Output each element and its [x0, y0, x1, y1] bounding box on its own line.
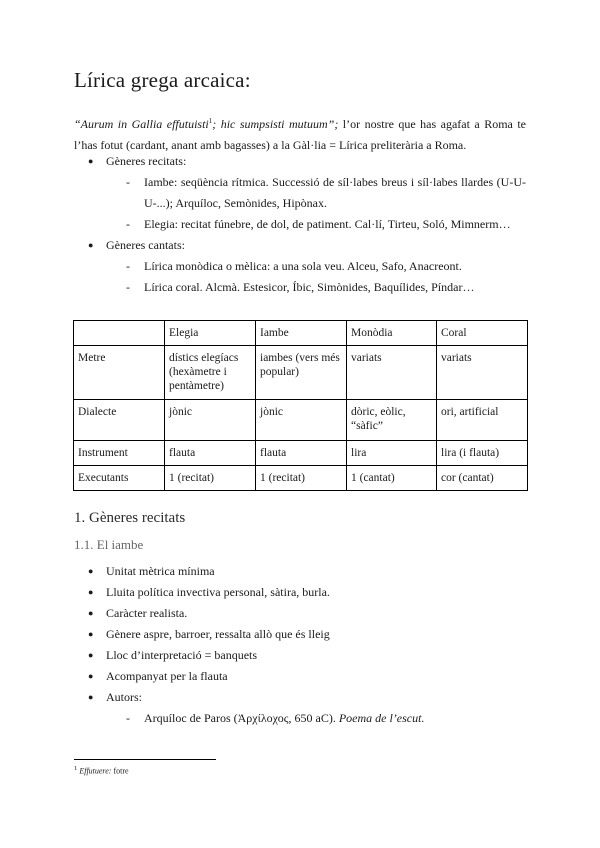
authors-label: Autors:	[106, 690, 142, 704]
section-heading: 1. Gèneres recitats	[74, 510, 186, 526]
table-cell: dístics elegíacs (hexàmetre i pentàmetre)	[165, 346, 256, 400]
author-work: Poema de l’escut.	[338, 711, 425, 725]
table-cell: variats	[437, 346, 528, 400]
table-header-cell: Coral	[437, 321, 528, 346]
sub-list	[74, 172, 526, 235]
table-cell: cor (cantat)	[437, 466, 528, 491]
list-item	[74, 151, 526, 235]
sub-list-item: - Lírica coral. Alcmà. Estesicor, Íbic, Simònides, Baquílides, Píndar…	[74, 277, 526, 298]
sub-list-item: - Elegia: recitat fúnebre, de dol, de patiment. Cal·lí, Tirteu, Soló, Mimnerm…	[74, 214, 526, 235]
table-cell: iambes (vers més popular)	[256, 346, 347, 400]
list-item: ● Acompanyat per la flauta	[74, 666, 526, 687]
sub-list-item	[74, 708, 526, 729]
table-header-cell: Monòdia	[347, 321, 437, 346]
table-cell: jònic	[165, 400, 256, 441]
table-cell: 1 (recitat)	[165, 466, 256, 491]
table-cell: lira (i flauta)	[437, 441, 528, 466]
footnote-term: Effutuere:	[79, 766, 112, 776]
table-cell: lira	[347, 441, 437, 466]
table-row	[74, 400, 528, 441]
footnote-mark: 1	[74, 765, 78, 772]
list-item	[74, 235, 526, 298]
table-header-cell: Iambe	[256, 321, 347, 346]
genre-list	[74, 151, 526, 298]
table-row	[74, 466, 528, 491]
footnote-text: fotre	[111, 766, 129, 776]
table-cell: dòric, eòlic, “sàfic”	[347, 400, 437, 441]
sub-list	[74, 256, 526, 298]
table-cell: jònic	[256, 400, 347, 441]
genre-table	[73, 320, 528, 491]
table-cell: Metre	[74, 346, 165, 400]
table-row	[74, 346, 528, 400]
table-cell: ori, artificial	[437, 400, 528, 441]
list-item	[74, 687, 526, 729]
table-header-cell: Elegia	[165, 321, 256, 346]
table-cell: Dialecte	[74, 400, 165, 441]
table-header-cell	[74, 321, 165, 346]
list-item: ● Lloc d’interpretació = banquets	[74, 645, 526, 666]
footnote	[74, 765, 129, 776]
table-cell: 1 (recitat)	[256, 466, 347, 491]
sub-list	[74, 708, 526, 729]
table-cell: Executants	[74, 466, 165, 491]
iambe-list	[74, 561, 526, 729]
table-cell: flauta	[165, 441, 256, 466]
table-cell: 1 (cantat)	[347, 466, 437, 491]
list-item: ● Gènere aspre, barroer, ressalta allò que és lleig	[74, 624, 526, 645]
footnote-divider	[74, 759, 216, 760]
author-name: Arquíloc de Paros (Ἀρχίλοχος, 650 aC).	[144, 711, 339, 725]
table-cell: flauta	[256, 441, 347, 466]
list-item: ● Caràcter realista.	[74, 603, 526, 624]
table-row	[74, 441, 528, 466]
page-title: Lírica grega arcaica:	[74, 68, 251, 92]
footnote-ref[interactable]: 1	[208, 117, 213, 125]
latin-quote: “Aurum in Gallia effutuisti	[74, 117, 209, 131]
intro-paragraph	[74, 111, 526, 156]
genre-label: Gèneres cantats:	[106, 238, 185, 252]
table-header-row	[74, 321, 528, 346]
table-cell: Instrument	[74, 441, 165, 466]
list-item: ● Unitat mètrica mínima	[74, 561, 526, 582]
latin-quote-end: ; hic sumpsisti mutuum”;	[212, 117, 339, 131]
genre-label: Gèneres recitats:	[106, 154, 187, 168]
intro-translation: l’or nostre que has agafat a Roma te l’has fotut (cardant, anant amb bagasses) a la Gàl·lia = Lírica preliterària a Roma.	[74, 117, 527, 152]
sub-list-item: - Iambe: seqüència rítmica. Successió de síl·labes breus i síl·labes llardes (U-U-U-...); Arquíloc, Semònides, Hipònax.	[74, 172, 526, 214]
sub-list-item: - Lírica monòdica o mèlica: a una sola veu. Alceu, Safo, Anacreont.	[74, 256, 526, 277]
subsection-heading: 1.1. El iambe	[74, 537, 144, 552]
table-cell: variats	[347, 346, 437, 400]
list-item: ● Lluita política invectiva personal, sàtira, burla.	[74, 582, 526, 603]
